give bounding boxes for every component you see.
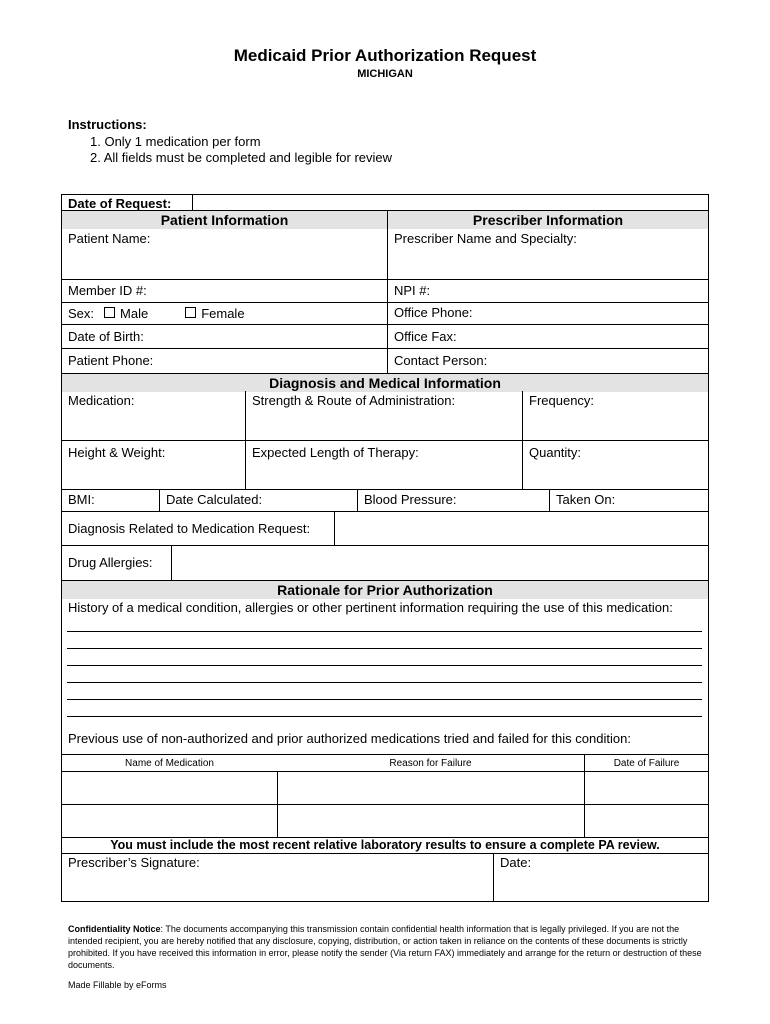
diagnosis-related-row [62, 512, 708, 546]
height-weight-label: Height & Weight: [68, 445, 166, 460]
instructions-heading: Instructions: [68, 117, 147, 132]
prescriber-name-field[interactable] [387, 229, 708, 279]
instruction-item: 2. All fields must be completed and legible for review [90, 150, 393, 165]
drug-allergies-label: Drug Allergies: [68, 555, 153, 570]
signature-date-label: Date: [500, 855, 532, 870]
dob-field[interactable] [62, 325, 387, 348]
dob-label: Date of Birth: [68, 329, 144, 344]
info-headers-row [62, 211, 708, 229]
frequency-field[interactable] [522, 391, 708, 440]
col-name-of-medication: Name of Medication [125, 758, 214, 769]
sex-row [62, 303, 708, 325]
patient-phone-label: Patient Phone: [68, 353, 154, 368]
blood-pressure-field[interactable] [357, 490, 549, 511]
contact-person-label: Contact Person: [394, 353, 488, 368]
diagnosis-related-field[interactable] [334, 512, 708, 545]
failure-date-cell[interactable] [584, 805, 708, 837]
strength-route-label: Strength & Route of Administration: [252, 393, 456, 408]
drug-allergies-row [62, 546, 708, 580]
drug-allergies-field[interactable] [171, 546, 708, 580]
failure-table-header [62, 755, 708, 771]
contact-person-field[interactable] [387, 349, 708, 373]
eforms-credit: Made Fillable by eForms [68, 980, 167, 990]
failure-table-row [62, 805, 708, 838]
blood-pressure-label: Blood Pressure: [364, 492, 457, 507]
patient-name-field[interactable] [62, 229, 387, 279]
failure-table-row [62, 771, 708, 805]
member-id-label: Member ID #: [68, 283, 147, 298]
rationale-block [62, 598, 708, 755]
npi-field[interactable] [387, 280, 708, 302]
state-subtitle: MICHIGAN [357, 68, 413, 80]
patient-name-label: Patient Name: [68, 231, 151, 246]
height-weight-field[interactable] [62, 441, 245, 489]
prescriber-name-label: Prescriber Name and Specialty: [394, 231, 577, 246]
female-label: Female [201, 306, 245, 321]
height-weight-row [62, 441, 708, 490]
notice-label: Confidentiality Notice [68, 924, 161, 934]
failure-reason-cell[interactable] [277, 805, 584, 837]
bmi-field[interactable] [62, 490, 159, 511]
signature-label: Prescriber’s Signature: [68, 855, 200, 870]
npi-label: NPI #: [394, 283, 431, 298]
date-calculated-field[interactable] [159, 490, 357, 511]
date-of-request-row [62, 195, 708, 211]
failure-reason-cell[interactable] [277, 772, 584, 804]
prescriber-info-header: Prescriber Information [387, 211, 708, 229]
notice-text: : The documents accompanying this transmission contain confidential health information that is legally privileged. If you are not the intended recipient, you are hereby notified that any disclosure, copying, distribution, or action taken in reliance on the contents of these documents is strictly prohibited. If you have received this information in error, please notify the sender (Via return FAX) immediately and arrange for the return or destruction of these documents. [68, 924, 702, 970]
history-line[interactable] [67, 682, 702, 683]
failure-date-cell[interactable] [584, 772, 708, 804]
failure-name-cell[interactable] [62, 805, 277, 837]
history-line[interactable] [67, 665, 702, 666]
office-phone-label: Office Phone: [394, 305, 473, 320]
lab-notice: You must include the most recent relative laboratory results to ensure a complete PA review. [110, 838, 660, 852]
prior-authorization-form [61, 194, 709, 902]
strength-route-field[interactable] [245, 391, 522, 440]
office-fax-label: Office Fax: [394, 329, 457, 344]
failure-name-cell[interactable] [62, 772, 277, 804]
bmi-label: BMI: [68, 492, 95, 507]
bmi-row [62, 490, 708, 512]
diagnosis-header: Diagnosis and Medical Information [62, 373, 708, 392]
quantity-label: Quantity: [529, 445, 582, 460]
male-label: Male [120, 306, 149, 321]
office-fax-field[interactable] [387, 325, 708, 348]
medication-field[interactable] [62, 391, 245, 440]
diagnosis-related-label: Diagnosis Related to Medication Request: [68, 521, 311, 536]
member-id-row [62, 280, 708, 303]
signature-row [62, 853, 708, 902]
expected-length-label: Expected Length of Therapy: [252, 445, 419, 460]
confidentiality-notice [68, 923, 708, 971]
expected-length-field[interactable] [245, 441, 522, 489]
patient-info-header: Patient Information [62, 211, 387, 229]
history-line[interactable] [67, 716, 702, 717]
signature-field[interactable] [62, 854, 493, 902]
page-title: Medicaid Prior Authorization Request [233, 46, 537, 65]
signature-date-field[interactable] [493, 854, 708, 902]
col-reason-for-failure: Reason for Failure [389, 758, 472, 769]
female-checkbox[interactable] [185, 307, 196, 318]
dob-row [62, 325, 708, 349]
taken-on-field[interactable] [549, 490, 708, 511]
office-phone-field[interactable] [387, 303, 708, 324]
history-label: History of a medical condition, allergies or other pertinent information requiring the use of this medication: [68, 600, 673, 615]
taken-on-label: Taken On: [556, 492, 616, 507]
frequency-label: Frequency: [529, 393, 595, 408]
col-date-of-failure: Date of Failure [584, 755, 708, 771]
instruction-item: 1. Only 1 medication per form [90, 134, 261, 149]
patient-phone-row [62, 349, 708, 373]
member-id-field[interactable] [62, 280, 387, 302]
quantity-field[interactable] [522, 441, 708, 489]
history-line[interactable] [67, 648, 702, 649]
date-of-request-label: Date of Request: [68, 196, 172, 210]
lab-notice-row [62, 838, 708, 853]
male-checkbox[interactable] [104, 307, 115, 318]
medication-row [62, 391, 708, 441]
sex-label: Sex: [68, 306, 95, 321]
previous-use-label: Previous use of non-authorized and prior authorized medications tried and failed for this condition: [68, 731, 631, 746]
patient-phone-field[interactable] [62, 349, 387, 373]
date-calculated-label: Date Calculated: [166, 492, 263, 507]
history-line[interactable] [67, 699, 702, 700]
rationale-header: Rationale for Prior Authorization [62, 580, 708, 599]
instructions-list [90, 134, 392, 166]
date-of-request-field[interactable] [192, 195, 708, 210]
sex-field [62, 303, 387, 324]
history-line[interactable] [67, 631, 702, 632]
medication-label: Medication: [68, 393, 135, 408]
patient-name-row [62, 229, 708, 280]
